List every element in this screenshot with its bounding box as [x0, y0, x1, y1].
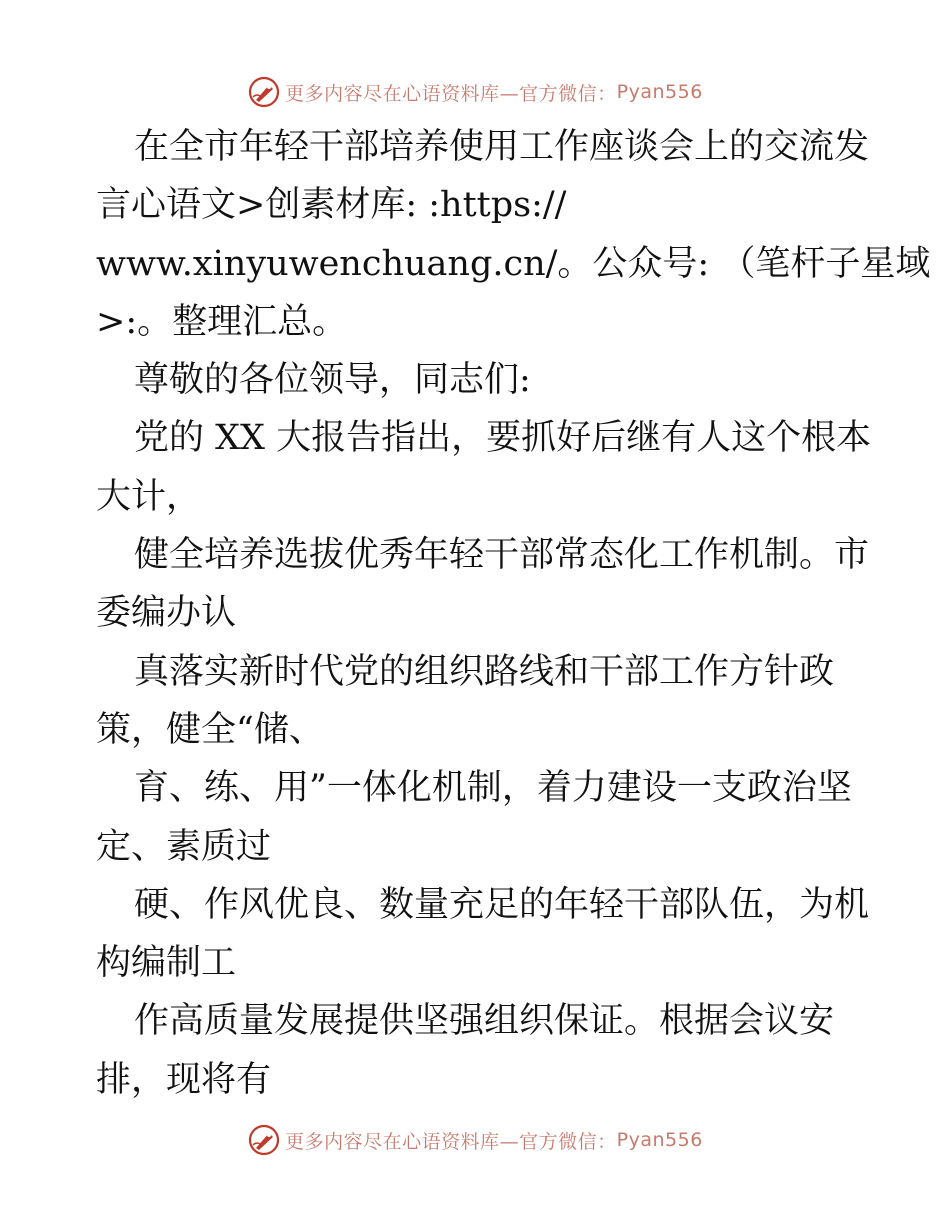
- pen-nib-logo-icon: [247, 75, 281, 109]
- text-line: >:。整理汇总。: [96, 301, 348, 342]
- header-wechat-id: Pyan556: [616, 81, 703, 103]
- text-line: 尊敬的各位领导，同志们:: [134, 360, 531, 401]
- text-line: 真落实新时代党的组织路线和干部工作方针政: [134, 651, 835, 692]
- header-banner: [0, 72, 950, 112]
- text-line: 党的 XX 大报告指出，要抓好后继有人这个根本: [134, 418, 872, 459]
- text-line: 排，现将有: [96, 1059, 272, 1100]
- text-line: 作高质量发展提供坚强组织保证。根据会议安: [134, 1001, 835, 1042]
- footer-banner-text: 更多内容尽在心语资料库—官方微信：: [285, 1130, 617, 1153]
- text-line: 在全市年轻干部培养使用工作座谈会上的交流发: [134, 127, 870, 167]
- text-line: 大计，: [96, 476, 202, 517]
- header-banner-text: 更多内容尽在心语资料库—官方微信：: [285, 82, 617, 105]
- text-line: www.xinyuwenchuang.cn/。公众号: （笔杆子星域: [96, 243, 931, 284]
- text-line: 构编制工: [96, 943, 237, 984]
- document-body: [96, 118, 931, 1109]
- text-line: 定、素质过: [96, 826, 272, 867]
- footer-wechat-id: Pyan556: [616, 1129, 703, 1151]
- text-line: 策，健全“储、: [96, 709, 324, 750]
- pen-nib-logo-icon: [247, 1123, 281, 1157]
- text-line: 健全培养选拔优秀年轻干部常态化工作机制。市: [134, 535, 870, 576]
- text-line: 硬、作风优良、数量充足的年轻干部队伍，为机: [134, 884, 870, 925]
- text-line: 育、练、用”一体化机制，着力建设一支政治坚: [134, 768, 852, 809]
- text-line: 委编办认: [96, 593, 237, 634]
- text-line: 言心语文>创素材库: :https://: [96, 185, 567, 226]
- footer-banner: [0, 1120, 950, 1160]
